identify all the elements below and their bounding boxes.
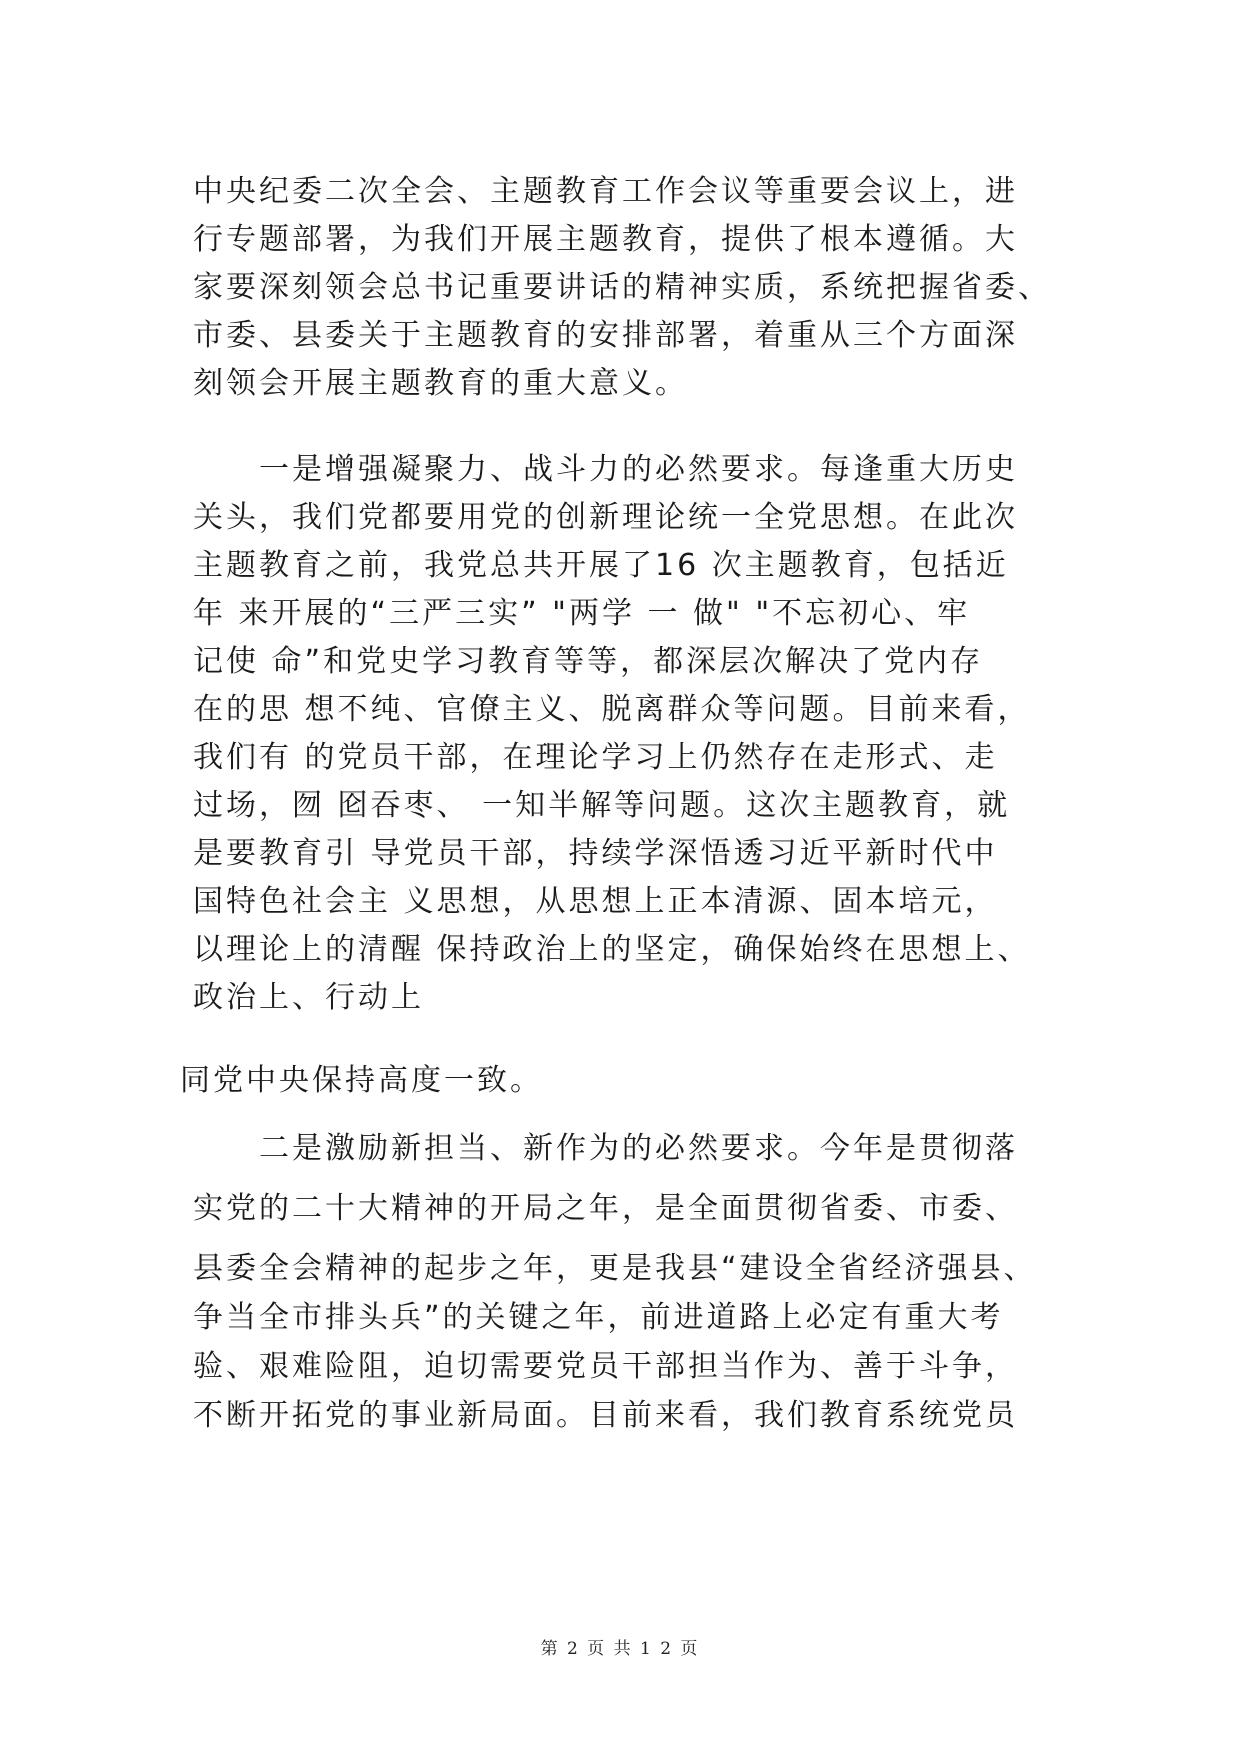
text-line: 过场，囫 囵吞枣、 一知半解等问题。这次主题教育，就: [193, 788, 1011, 823]
text-line: 在的思 想不纯、官僚主义、脱离群众等问题。目前来看，: [193, 692, 1031, 727]
text-line: 中央纪委二次全会、主题教育工作会议等重要会议上，进: [193, 174, 1018, 209]
text-line: 关头，我们党都要用党的创新理论统一全党思想。在此次: [193, 500, 1018, 535]
text-line: 我们有 的党员干部，在理论学习上仍然存在走形式、走: [193, 740, 998, 775]
text-line: 一是增强凝聚力、战斗力的必然要求。每逢重大历史: [193, 452, 1018, 487]
text-line: 年 来开展的“三严三实” "两学 一 做" "不忘初心、牢: [193, 596, 971, 631]
text-line: 刻领会开展主题教育的重大意义。: [193, 366, 688, 401]
text-line: 实党的二十大精神的开局之年，是全面贯彻省委、市委、: [193, 1191, 1018, 1226]
text-line: 主题教育之前，我党总共开展了16 次主题教育，包括近: [193, 548, 1009, 583]
text-line: 不断开拓党的事业新局面。目前来看，我们教育系统党员: [193, 1398, 1018, 1433]
text-line: 政治上、行动上: [193, 980, 424, 1015]
text-line: 争当全市排头兵”的关键之年，前进道路上必定有重大考: [193, 1300, 1004, 1335]
paragraph-one-trailing: [180, 1061, 1080, 1101]
page-number-footer: 第 2 页 共 1 2 页: [540, 1639, 700, 1659]
text-line: 市委、县委关于主题教育的安排部署，着重从三个方面深: [193, 318, 1018, 353]
text-line: 二是激励新担当、新作为的必然要求。今年是贯彻落: [193, 1131, 1018, 1166]
text-line: 行专题部署，为我们开展主题教育，提供了根本遵循。大: [193, 222, 1018, 257]
text-line: 是要教育引 导党员干部，持续学深悟透习近平新时代中: [193, 836, 998, 871]
text-line: 同党中央保持高度一致。: [180, 1063, 543, 1098]
text-line: 验、艰难险阻，迫切需要党员干部担当作为、善于斗争，: [193, 1349, 1018, 1384]
text-line: 记使 命”和党史学习教育等等，都深层次解决了党内存: [193, 644, 984, 679]
paragraph-intro: [193, 172, 1093, 412]
text-line: 以理论上的清醒 保持政治上的坚定，确保始终在思想上、: [193, 932, 1031, 967]
text-line: 县委全会精神的起步之年，更是我县“建设全省经济强县、: [193, 1251, 1037, 1286]
paragraph-two: [193, 1129, 1093, 1445]
paragraph-one: [193, 450, 1093, 1026]
text-line: 家要深刻领会总书记重要讲话的精神实质，系统把握省委、: [193, 270, 1051, 305]
text-line: 国特色社会主 义思想，从思想上正本清源、固本培元，: [193, 884, 998, 919]
